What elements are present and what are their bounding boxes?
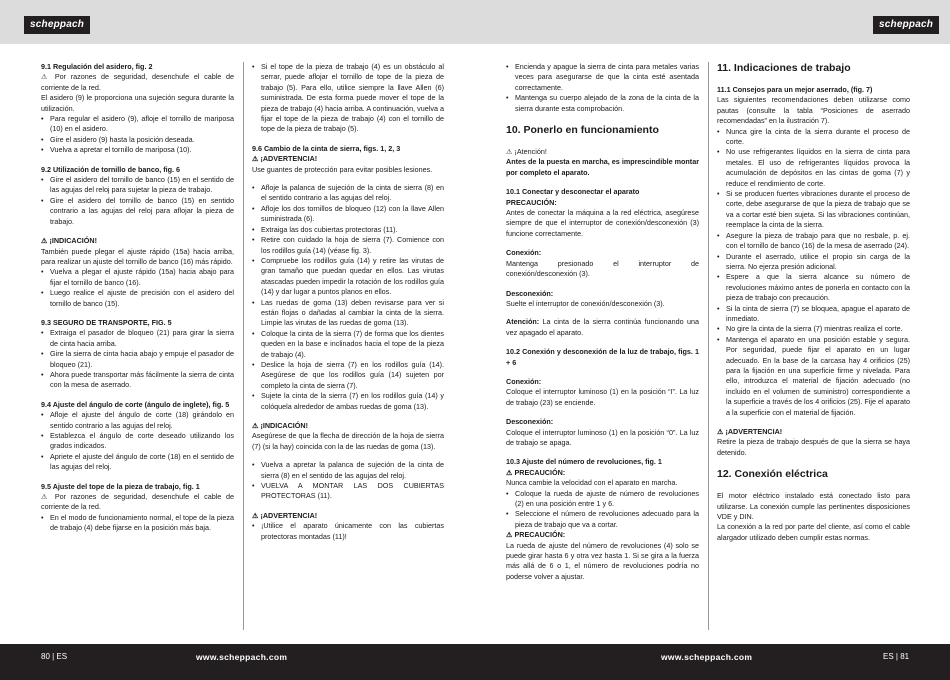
paragraph: La conexión a la red por parte del cliente, así como el cable alargador utilizado deben cumplir estas normas.: [717, 522, 910, 542]
paragraph: Antes de conectar la máquina a la red eléctrica, asegúrese siempre de que el interruptor de conexión/desconexión (3) funcione correctamente.: [506, 208, 699, 238]
bullet-list: [252, 183, 444, 412]
list-item: • Vuelva a plegar el ajuste rápido (15a) hacia abajo para fijar el tornillo de banco (16).: [41, 267, 234, 288]
list-item: • Si la cinta de sierra (7) se bloquea, apague el aparato de inmediato.: [717, 304, 910, 325]
section-title: 9.5 Ajuste del tope de la pieza de trabajo, fig. 1: [41, 481, 200, 491]
footer-bar: [0, 644, 950, 680]
page-number-left: 80 | ES: [41, 652, 68, 661]
paragraph: Asegúrese de que la flecha de dirección de la hoja de sierra (7) (si la hay) coincida con la de las ruedas de goma (13).: [252, 431, 444, 451]
website-link-left[interactable]: www.scheppach.com: [196, 652, 288, 662]
list-item: • Establezca el ángulo de corte deseado utilizando los grados indicados.: [41, 431, 234, 452]
bullet-list: [506, 62, 699, 114]
bullet-list: [41, 513, 234, 534]
paragraph: Las siguientes recomendaciones deben utilizarse como pautas (consulte la tabla “Posiciones de aserrado recomendadas” en la ilustración 7).: [717, 95, 910, 126]
paragraph: La rueda de ajuste del número de revoluciones (4) solo se puede girar hasta 6 y otra vez hasta 1. Si se gira a la fuerza más allá de 6 o 1, el número de revoluciones podría no poderse volver a ajustar.: [506, 540, 699, 581]
list-item: • Asegure la pieza de trabajo para que no resbale, p. ej. con el tornillo de banco (16) de la mesa de aserrado (24).: [717, 231, 910, 252]
list-item: • Nunca gire la cinta de la sierra durante el proceso de corte.: [717, 127, 910, 148]
notice-title: ⚠ ¡INDICACIÓN!: [41, 236, 234, 246]
list-item: • Vuelva a apretar el tornillo de mariposa (10).: [41, 145, 234, 155]
list-item: • Coloque la cinta de la sierra (7) de forma que los dientes queden en la base e inclinados hacia el tope de la pieza de trabajo (4).: [252, 329, 444, 360]
brand-logo-right: scheppach: [873, 16, 939, 34]
paragraph: Nunca cambie la velocidad con el aparato en marcha.: [506, 478, 678, 488]
bullet-list: [506, 489, 699, 531]
section-title: 10.3 Ajuste del número de revoluciones, fig. 1: [506, 457, 662, 467]
list-item: • Vuelva a apretar la palanca de sujeción de la cinta de sierra (8) en el sentido de las agujas del reloj.: [252, 460, 444, 481]
section-title: 9.2 Utilización de tornillo de banco, fig. 6: [41, 164, 180, 174]
list-item: • Gire el asidero (9) hasta la posición deseada.: [41, 135, 234, 145]
website-link-right[interactable]: www.scheppach.com: [661, 652, 753, 662]
section-title: 9.4 Ajuste del ángulo de corte (ángulo de inglete), fig. 5: [41, 399, 230, 409]
list-item: • Para regular el asidero (9), afloje el tornillo de mariposa (10) en el asidero.: [41, 114, 234, 135]
paragraph: El motor eléctrico instalado está conectado listo para utilizarse. La conexión cumple las pertinentes disposiciones VDE y DIN.: [717, 491, 910, 522]
column-4: [717, 62, 910, 543]
list-item: • Ahora puede transportar más fácilmente la sierra de cinta con la mesa de aserrado.: [41, 370, 234, 391]
warning-title: ⚠ ¡ADVERTENCIA!: [252, 154, 444, 164]
attention-label: Atención:: [506, 317, 540, 327]
list-item: • Afloje la palanca de sujeción de la cinta de sierra (8) en el sentido contrario a las agujas del reloj.: [252, 183, 444, 204]
bullet-list: [41, 175, 234, 227]
list-item: • Extraiga el pasador de bloqueo (21) para girar la sierra de cinta hacia arriba.: [41, 328, 234, 349]
brand-logo-left: scheppach: [24, 16, 90, 34]
list-item: • Mantenga su cuerpo alejado de la zona de la cinta de la sierra durante esta comprobación.: [506, 93, 699, 114]
list-item: • Apriete el ajuste del ángulo de corte (18) en el sentido de las agujas del reloj.: [41, 452, 234, 473]
list-item: • Gire el asidero del tornillo de banco (15) en el sentido de las agujas del reloj para sujetar la pieza de trabajo.: [41, 175, 234, 196]
warning-text: ⚠ Por razones de seguridad, desenchufe el cable de corriente de la red.: [41, 72, 234, 93]
caution-label: PRECAUCIÓN:: [506, 197, 557, 207]
column-divider: [243, 62, 244, 630]
list-item: • ¡Utilice el aparato únicamente con las cubiertas protectoras montadas (11)!: [252, 521, 444, 542]
section-title: 9.3 SEGURO DE TRANSPORTE, FIG. 5: [41, 317, 172, 327]
warning-text: ⚠ Por razones de seguridad, desenchufe el cable de corriente de la red.: [41, 492, 234, 513]
list-item: • Afloje los dos tornillos de bloqueo (12) con la llave Allen suministrada (6).: [252, 204, 444, 225]
section-title: 10.1 Conectar y desconectar el aparato: [506, 187, 640, 197]
section-title: 10.2 Conexión y desconexión de la luz de trabajo, figs. 1 + 6: [506, 347, 699, 367]
attention-title: ⚠ ¡Atención!: [506, 147, 699, 157]
list-item: • Extraiga las dos cubiertas protectoras (11).: [252, 225, 444, 235]
list-item: • Mantenga el aparato en una posición estable y segura. Por seguridad, puede fijar el aparato en un lugar adecuado. En la base de la carcasa hay 4 orificios (25) para la fijación en una superficie firme y nivelada. Para ello, introduzca el material de fijación adecuado (no incluido en el volumen de suministro) correspondiente a la superficie a través de los 4 orificios (25). Fije el aparato a la superficie con el material de fijación.: [717, 335, 910, 418]
list-item: • VUELVA A MONTAR LAS DOS CUBIERTAS PROTECTORAS (11).: [252, 481, 444, 502]
list-item: • Deslice la hoja de sierra (7) en los rodillos guía (14). Asegúrese de que los rodillos guía (14) sujeten por completo la cinta de sierra (7).: [252, 360, 444, 391]
bullet-list: [41, 114, 234, 156]
list-item: • Gire el asidero del tornillo de banco (15) en sentido contrario a las agujas del reloj para aflojar la pieza de trabajo.: [41, 196, 234, 227]
paragraph: También puede plegar el ajuste rápido (15a) hacia arriba, para realizar un ajuste del tornillo de banco (16) más rápido.: [41, 246, 234, 266]
paragraph: Use guantes de protección para evitar posibles lesiones.: [252, 164, 433, 174]
warning-title: ⚠ ¡ADVERTENCIA!: [252, 511, 444, 521]
list-item: • Coloque la rueda de ajuste de número de revoluciones (2) en una posición entre 1 y 6.: [506, 489, 699, 510]
warning-title: ⚠ ¡ADVERTENCIA!: [717, 427, 910, 437]
paragraph: Retire la pieza de trabajo después de que la sierra se haya detenido.: [717, 437, 910, 457]
bullet-list: [41, 267, 234, 309]
list-item: • Durante el aserrado, utilice el propio sin carga de la sierra. No ejerza presión adicional.: [717, 252, 910, 273]
header-bar: [0, 0, 950, 44]
notice-title: ⚠ ¡INDICACIÓN!: [252, 421, 444, 431]
list-item: • Luego realice el ajuste de precisión con el asidero del tornillo de banco (15).: [41, 288, 234, 309]
chapter-title: 10. Ponerlo en funcionamiento: [506, 124, 659, 137]
paragraph: Coloque el interruptor luminoso (1) en la posición “I”. La luz de trabajo (23) se enciende.: [506, 387, 699, 407]
caution-label: ⚠ PRECAUCIÓN:: [506, 468, 699, 478]
column-3: [506, 62, 699, 582]
paragraph: El asidero (9) le proporciona una sujeción segura durante la utilización.: [41, 93, 234, 113]
list-item: • No gire la cinta de la sierra (7) mientras realiza el corte.: [717, 324, 910, 334]
section-title: 9.6 Cambio de la cinta de sierra, figs. 1, 2, 3: [252, 143, 401, 153]
list-item: • Compruebe los rodillos guía (14) y retire las virutas de gran tamaño que puedan quedar en ellos. Las virutas atascadas pueden impedir la rotación de los rodillos guía (14) y dar lugar a puntos planos en ellos.: [252, 256, 444, 298]
list-item: • Espere a que la sierra alcance su número de revoluciones máximo antes de ponerla en contacto con la pieza de trabajo con precaución.: [717, 272, 910, 303]
list-item: • Si se producen fuertes vibraciones durante el proceso de corte, debe asegurarse de que la pieza de trabajo que se va a cortar esté bien sujeta. Si las vibraciones continúan, reemplace la cinta de la sierra.: [717, 189, 910, 231]
list-item: • Afloje el ajuste del ángulo de corte (18) girándolo en sentido contrario a las agujas del reloj.: [41, 410, 234, 431]
bullet-list: [252, 521, 444, 542]
section-title: 9.1 Regulación del asidero, fig. 2: [41, 62, 153, 71]
bullet-list: [252, 62, 444, 135]
list-item: • Sujete la cinta de la sierra (7) en los rodillos guía (14) y colóquela alrededor de ambas ruedas de goma (13).: [252, 391, 444, 412]
list-item: • Retire con cuidado la hoja de sierra (7). Comience con los rodillos guía (14) (véase fig. 3).: [252, 235, 444, 256]
list-item: • Gire la sierra de cinta hacia abajo y empuje el pasador de bloqueo (21).: [41, 349, 234, 370]
paragraph: Mantenga presionado el interruptor de conexión/desconexión (3).: [506, 258, 699, 279]
section-title: 11.1 Consejos para un mejor aserrado, (fig. 7): [717, 85, 873, 94]
attention-text: Antes de la puesta en marcha, es imprescindible montar por completo el aparato.: [506, 157, 699, 177]
chapter-title: 11. Indicaciones de trabajo: [717, 62, 851, 74]
chapter-title: 12. Conexión eléctrica: [717, 468, 828, 481]
subsection-title: Conexión:: [506, 248, 542, 258]
subsection-title: Desconexión:: [506, 417, 554, 427]
subsection-title: Conexión:: [506, 376, 542, 386]
bullet-list: [252, 460, 444, 502]
list-item: • No use refrigerantes líquidos en la sierra de cinta para metales. El uso de refrigerantes líquidos provoca la acumulación de depósitos en las cintas de goma (7) y reduce el rendimiento de corte.: [717, 147, 910, 189]
paragraph: Suelte el interruptor de conexión/desconexión (3).: [506, 298, 665, 308]
page-number-right: ES | 81: [883, 652, 910, 661]
list-item: • Si el tope de la pieza de trabajo (4) es un obstáculo al serrar, puede aflojar el tornillo de tope de la pieza de trabajo (5). Para ello, utilice siempre la llave Allen (6) suministrada. De esta forma puede mover el tope de la pieza de trabajo (4) hacia arriba. A continuación, vuelva a fijar el tope de la pieza de trabajo (4) con el tornillo de tope de la pieza de trabajo (5).: [252, 62, 444, 135]
column-divider: [708, 62, 709, 630]
subsection-title: Desconexión:: [506, 288, 554, 298]
caution-label: ⚠ PRECAUCIÓN:: [506, 530, 699, 540]
bullet-list: [717, 127, 910, 418]
attention-text: La cinta de la sierra continúa funcionando una vez apagado el aparato.: [506, 317, 699, 337]
list-item: • Encienda y apague la sierra de cinta para metales varias veces para asegurarse de que la cinta esté asentada correctamente.: [506, 62, 699, 93]
list-item: • Seleccione el número de revoluciones adecuado para la pieza de trabajo que va a cortar.: [506, 509, 699, 530]
bullet-list: [41, 410, 234, 472]
list-item: • En el modo de funcionamiento normal, el tope de la pieza de trabajo (4) debe fijarse en la posición más baja.: [41, 513, 234, 534]
paragraph: [506, 317, 699, 338]
bullet-list: [41, 328, 234, 390]
list-item: • Las ruedas de goma (13) deben revisarse para ver si están flojas o dañadas al cambiar la cinta de la sierra. Limpie las virutas de las ruedas de goma (13).: [252, 298, 444, 329]
paragraph: Coloque el interruptor luminoso (1) en la posición “0”. La luz de trabajo se apaga.: [506, 427, 699, 447]
column-2: [252, 62, 444, 542]
column-1: [41, 62, 234, 534]
